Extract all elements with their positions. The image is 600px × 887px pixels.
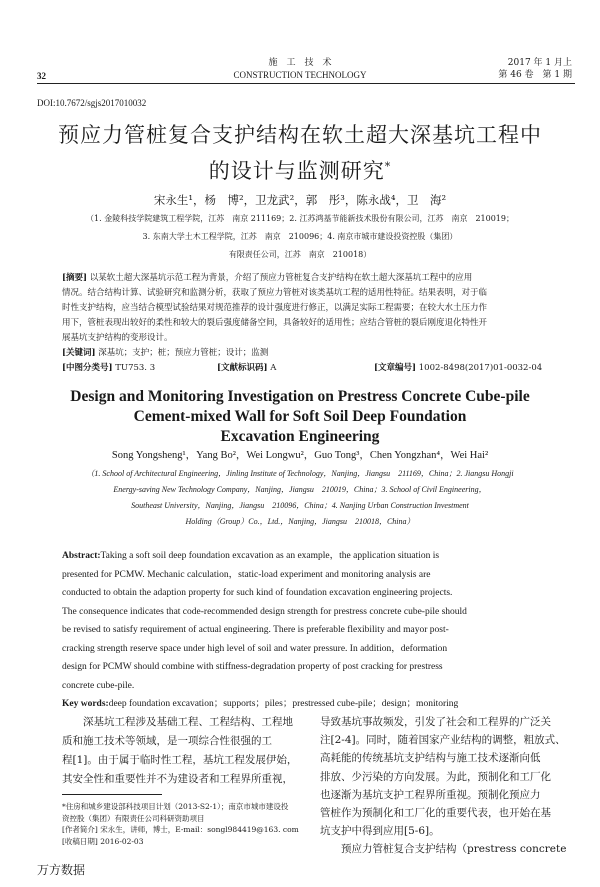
article-no: [374, 361, 542, 376]
article-no-value: 1002-8498(2017)01-0032-04: [418, 363, 543, 373]
abstract-cn-line: [62, 271, 572, 286]
article-no-label: [文章编号]: [374, 363, 417, 373]
body-right-line: 预应力管桩复合支护结构（prestress concrete: [341, 843, 567, 856]
authors-cn: 宋永生¹，杨 博²，卫龙武²，郭 彤³，陈永战⁴，卫 海²: [153, 193, 447, 207]
affiliation-en-line2: Energy-saving New Technology Company，Nanjing，Jiangsu 210019，China；3. School of Civil Engineering，: [113, 485, 487, 494]
body-right-line: 导致基坑事故频发，引发了社会和工程界的广泛关: [320, 716, 551, 728]
keywords-en: [62, 695, 577, 714]
clc-value: TU753. 3: [115, 363, 156, 373]
title-en-line1: Design and Monitoring Investigation on Prestress Concrete Cube-pile: [70, 388, 530, 405]
abstract-cn-line: 时性支护结构，应当结合模型试验结果对规范推荐的设计强度进行修正，以满足实际工程需要；在较大水土压力作: [62, 303, 488, 313]
issue-volume: 第 46 卷 第 1 期: [498, 70, 572, 80]
abstract-en-line: design for PCMW should combine with stiffness-degradation property of post cracking for prestress: [62, 662, 443, 672]
keywords-cn-label: [关键词]: [62, 348, 96, 358]
keywords-en-label: Key words:: [62, 699, 109, 709]
journal-name-en: CONSTRUCTION TECHNOLOGY: [233, 70, 367, 80]
body-right-line: 排放、少污染的方向发展。为此，预制化和工厂化: [320, 770, 551, 783]
body-left-line: 深基坑工程涉及基础工程、工程结构、工程地: [83, 716, 293, 728]
keywords-cn-text: 深基坑；支护；桩；预应力管桩；设计；监测: [98, 348, 269, 358]
abstract-en-label: Abstract:: [62, 551, 101, 561]
title-en-line2: Cement-mixed Wall for Soft Soil Deep Foundation: [133, 408, 467, 425]
body-left-line: 程[1]。由于属于临时性工程，基坑工程发展伊始，: [62, 754, 298, 766]
abstract-en-line: be revised to satisfy requirement of actual engineering. There is preferable flexibility and mayor post-: [62, 625, 449, 635]
keywords-cn: [62, 346, 572, 361]
abstract-en-line: concrete cube-pile.: [62, 680, 135, 691]
doc-code-label: [文献标识码]: [217, 363, 268, 373]
body-right-line: 管桩作为预制化和工厂化的重要代表，也开始在基: [320, 807, 551, 820]
body-left-column: [62, 713, 310, 789]
doi: DOI:10.7672/sgjs2017010032: [37, 98, 147, 108]
abstract-cn-line: 展基坑支护结构的变形设计。: [62, 333, 173, 343]
watermark: 万方数据: [37, 863, 86, 877]
abstract-en-line: cracking strength reserve space under high level of soil and water pressure. In addition，deformation: [62, 643, 448, 654]
affiliation-cn-line3: 有限责任公司，江苏 南京 210018）: [228, 250, 372, 259]
body-right-line: 高耗能的传统基坑支护结构与施工技术逐渐向低: [320, 752, 541, 765]
footnote-line: *住房和城乡建设部科技项目计划（2013-S2-1）；南京市城市建设投: [62, 802, 289, 811]
doc-code: [217, 361, 276, 376]
affiliation-en-line1: （1. School of Architectural Engineering，Jinling Institute of Technology，Nanjing，Jiangsu 211169，China；2. Jiangsu Hongji: [86, 469, 514, 478]
body-right-line: 坑支护中得到应用[5-6]。: [320, 825, 440, 838]
abstract-cn-line: 用下，管桩表现出较好的柔性和较大的裂后强度储备空间，具备较好的适用性；应结合管桩的裂后刚度退化特性开: [62, 318, 488, 328]
abstract-en-line: The consequence indicates that code-recommended design strength for prestress concrete cube-pile should: [62, 606, 467, 617]
clc: [62, 361, 155, 376]
abstract-en: [62, 547, 577, 714]
header-rule: [37, 83, 575, 84]
body-left-line: 其安全性和重要性并不为建设者和工程界所重视，: [62, 773, 293, 785]
footnote-line: 资控股（集团）有限责任公司科研资助项目: [62, 813, 205, 823]
footnote-line: [作者简介] 宋永生，讲师，博士，E-mail：songl984419@163. com: [62, 825, 299, 834]
footnote-line: [收稿日期] 2016-02-03: [62, 836, 144, 846]
affiliation-en-line4: Holding（Group）Co.，Ltd.，Nanjing，Jiangsu 210018，China）: [185, 517, 415, 526]
abstract-cn-line: 情况。结合结构计算、试验研究和监测分析，获取了预应力管桩对该类基坑工程的适用性特征。结果表明，对于临: [62, 288, 488, 298]
title-cn-line1: 预应力管桩复合支护结构在软土超大深基坑工程中: [58, 123, 542, 147]
title-cn-line2: [30, 154, 570, 184]
abstract-cn-line-text: 以某软土超大深基坑示范工程为背景，介绍了预应力管桩复合支护结构在软土超大深基坑工程中的应用: [89, 273, 473, 283]
affiliation-cn-line2: 3. 东南大学土木工程学院，江苏 南京 210096；4. 南京市城市建设投资控股（集团）: [142, 232, 458, 241]
abstract-en-line: presented for PCMW. Mechanic calculation，static-load experiment and monitoring analysis are: [62, 569, 431, 580]
abstract-en-line: [62, 547, 577, 566]
abstract-en-line: conducted to obtain the adaption property for such kind of foundation excavation engineering projects.: [62, 588, 453, 598]
classification-line: [62, 361, 572, 376]
affiliation-en-line3: Southeast University，Nanjing，Jiangsu 210096，China；4. Nanjing Urban Construction Investment: [131, 501, 469, 510]
issue-date: 2017 年 1 月上: [507, 58, 572, 68]
title-cn-line2-text: 的设计与监测研究: [208, 159, 385, 183]
title-footnote-mark: *: [384, 160, 392, 173]
affiliation-cn-line1: （1. 金陵科技学院建筑工程学院，江苏 南京 211169；2. 江苏鸿基节能新技术股份有限公司，江苏 南京 210019；: [86, 214, 514, 223]
footnote-rule: [62, 794, 162, 795]
body-right-column: [320, 713, 576, 859]
footnote: [62, 801, 312, 847]
title-en-line3: Excavation Engineering: [220, 428, 380, 445]
body-right-line: 注[2-4]。同时，随着国家产业结构的调整，粗放式、: [320, 734, 566, 747]
abstract-en-line-text: Taking a soft soil deep foundation excavation as an example，the application situation is: [100, 551, 440, 561]
authors-en: Song Yongsheng¹，Yang Bo²，Wei Longwu²，Guo Tong³，Chen Yongzhan⁴，Wei Hai²: [111, 450, 489, 461]
keywords-en-text: deep foundation excavation；supports；piles；prestressed cube-pile；design；monitoring: [108, 699, 459, 709]
doc-code-value: A: [270, 363, 277, 373]
clc-label: [中图分类号]: [62, 363, 113, 373]
abstract-cn: [62, 271, 572, 376]
journal-name-cn: 施 工 技 术: [268, 58, 332, 68]
body-right-line: 也逐渐为基坑支护工程界所重视。预制化预应力: [320, 788, 541, 801]
body-left-line: 质和施工技术等领域，是一项综合性很强的工: [62, 735, 272, 747]
page-number: 32: [37, 71, 46, 81]
abstract-cn-label: [摘要]: [62, 273, 88, 283]
